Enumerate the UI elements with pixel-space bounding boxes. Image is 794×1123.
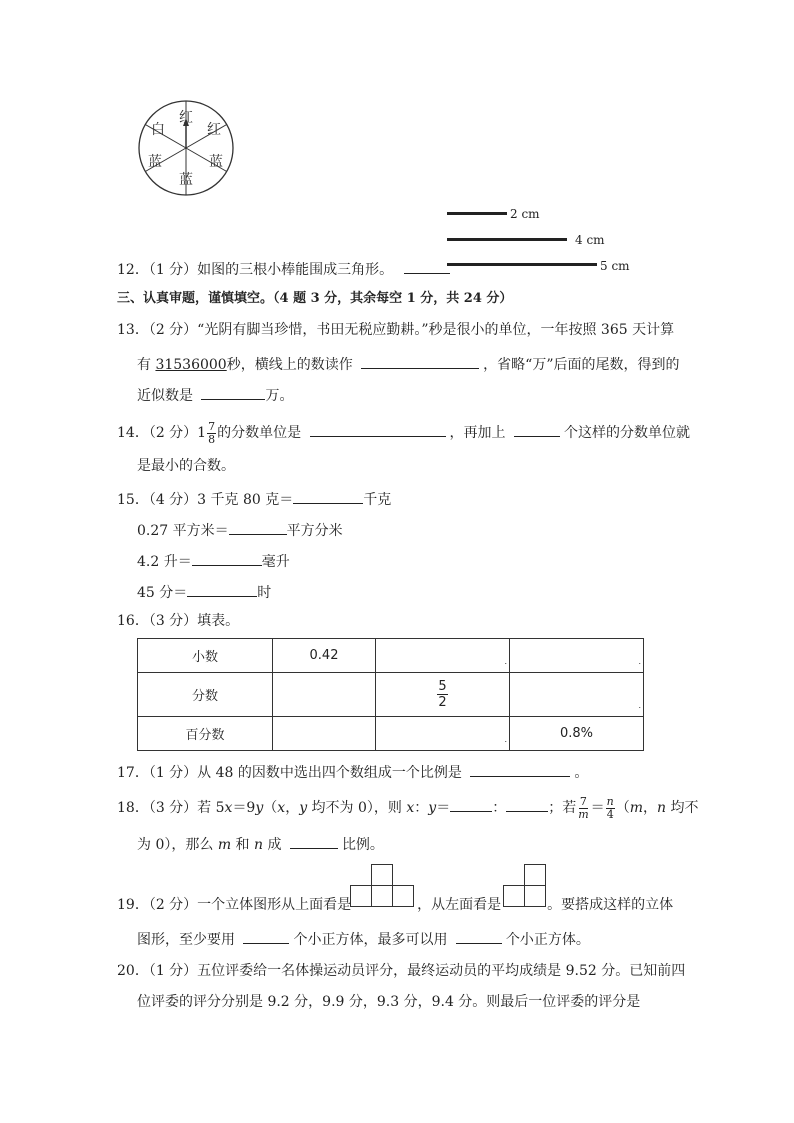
question-19-line-1: 19．（2 分）一个立体图形从上面看是 ，从左面看是 。要搭成这样的立体 bbox=[117, 897, 674, 913]
answer-blank-12[interactable] bbox=[404, 257, 450, 274]
answer-blank-13b[interactable] bbox=[201, 383, 265, 400]
answer-blank-14a[interactable] bbox=[310, 420, 446, 437]
question-17: 17．（1 分）从 48 的因数中选出四个数组成一个比例是 。 bbox=[117, 760, 588, 783]
table-row bbox=[138, 639, 644, 673]
question-15-line-3: 4.2 升＝ 毫升 bbox=[137, 549, 290, 572]
question-13-line-2: 有 31536000秒，横线上的数读作 ，省略“万”后面的尾数，得到的 bbox=[137, 352, 680, 375]
question-13-line-3: 近似数是 万。 bbox=[137, 383, 293, 406]
table-cell[interactable]: . bbox=[510, 639, 644, 673]
answer-blank-19a[interactable] bbox=[243, 927, 289, 944]
fill-table bbox=[137, 638, 644, 751]
table-cell[interactable]: . bbox=[510, 673, 644, 717]
question-20-line-1: 20．（1 分）五位评委给一名体操运动员评分，最终运动员的平均成绩是 9.52 分。已知前四 bbox=[117, 963, 686, 979]
table-cell[interactable]: . bbox=[376, 717, 510, 751]
answer-blank-18c[interactable] bbox=[290, 832, 338, 849]
top-view-figure bbox=[350, 863, 418, 909]
answer-blank-15b[interactable] bbox=[229, 518, 287, 535]
answer-blank-15d[interactable] bbox=[187, 580, 257, 597]
section-3-title: 三、认真审题，谨慎填空。（4 题 3 分，其余每空 1 分，共 24 分） bbox=[117, 291, 513, 306]
question-14-line-2: 是最小的合数。 bbox=[137, 458, 235, 474]
question-14-line-1: 14．（2 分）1 $\frac{7}{8}$ 的分数单位是 ，再加上 个这样的分数单位就 bbox=[117, 419, 690, 446]
spinner-sector-5: 蓝 bbox=[148, 154, 162, 170]
stick-4cm-label: 4 cm bbox=[575, 233, 605, 247]
number-31536000: 31536000 bbox=[155, 357, 227, 373]
stick-4cm bbox=[447, 238, 567, 241]
question-13-line-1: 13．（2 分）“光阴有脚当珍惜，书田无税应勤耕。”秒是很小的单位，一年按照 365 天计算 bbox=[117, 322, 675, 338]
answer-blank-14b[interactable] bbox=[514, 420, 560, 437]
table-row-header: 小数 bbox=[138, 639, 273, 673]
question-15-line-1: 15．（4 分）3 千克 80 克＝ 千克 bbox=[117, 487, 391, 510]
table-row bbox=[138, 717, 644, 751]
spinner-sector-1: 红 bbox=[179, 110, 193, 126]
table-row-header: 百分数 bbox=[138, 717, 273, 751]
question-18-line-1: 18．（3 分）若 5x＝9y（x，y 均不为 0），则 x：y＝ ： ；若 $\frac{7}{m}$ ＝ $\frac{n}{4}$ （m，n 均不 bbox=[117, 794, 699, 821]
spinner-sector-2: 红 bbox=[207, 122, 221, 138]
question-12-text: 12．（1 分）如图的三根小棒能围成三角形。 bbox=[117, 262, 394, 278]
left-view-figure bbox=[503, 863, 549, 909]
table-row-header: 分数 bbox=[138, 673, 273, 717]
table-cell: 0.8% bbox=[510, 717, 644, 751]
stick-2cm bbox=[447, 212, 507, 215]
question-12 bbox=[117, 257, 450, 280]
question-19-line-2: 图形，至少要用 个小正方体，最多可以用 个小正方体。 bbox=[137, 927, 590, 950]
stick-5cm-label: 5 cm bbox=[600, 259, 630, 273]
color-spinner bbox=[136, 98, 236, 198]
question-20-line-2: 位评委的评分分别是 9.2 分，9.9 分，9.3 分，9.4 分。则最后一位评委的评分是 bbox=[137, 994, 641, 1010]
question-15-line-2: 0.27 平方米＝ 平方分米 bbox=[137, 518, 343, 541]
table-cell[interactable] bbox=[273, 717, 376, 751]
table-cell[interactable] bbox=[273, 673, 376, 717]
question-16-text: 16．（3 分）填表。 bbox=[117, 613, 240, 629]
answer-blank-17[interactable] bbox=[470, 760, 570, 777]
table-cell[interactable]: . bbox=[376, 639, 510, 673]
spinner-sector-4: 蓝 bbox=[179, 172, 193, 188]
stick-2cm-label: 2 cm bbox=[510, 207, 540, 221]
answer-blank-18a[interactable] bbox=[450, 795, 492, 812]
table-cell: 0.42 bbox=[273, 639, 376, 673]
answer-blank-13a[interactable] bbox=[361, 352, 479, 369]
answer-blank-19b[interactable] bbox=[456, 927, 502, 944]
answer-blank-15a[interactable] bbox=[293, 487, 363, 504]
spinner-sector-6: 白 bbox=[151, 122, 165, 138]
question-18-line-2: 为 0），那么 m 和 n 成 比例。 bbox=[137, 832, 384, 855]
table-row bbox=[138, 673, 644, 717]
question-15-line-4: 45 分＝ 时 bbox=[137, 580, 271, 603]
answer-blank-18b[interactable] bbox=[506, 795, 548, 812]
answer-blank-15c[interactable] bbox=[192, 549, 262, 566]
table-cell-fraction: $\frac{5}{2}$ bbox=[376, 673, 510, 717]
stick-5cm bbox=[447, 263, 597, 266]
mixed-fraction: $\frac{7}{8}$ bbox=[208, 419, 216, 446]
spinner-sector-3: 蓝 bbox=[209, 154, 223, 170]
